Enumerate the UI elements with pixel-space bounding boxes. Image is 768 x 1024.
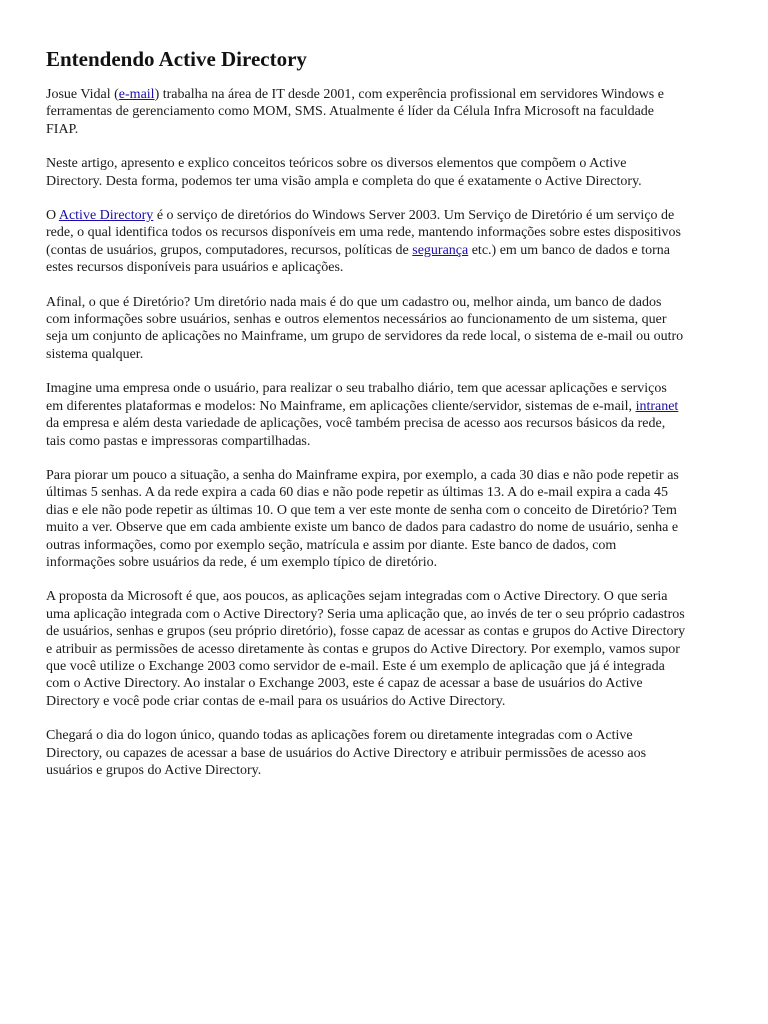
- definition-text-middle: é o serviço de diretórios do Windows Server 2003. Um Serviço de Diretório é um serviço de rede, o qual identifica todos os recursos disponíveis em uma rede, mantendo informações sobre estes dispositivos (contas de usuários, grupos, computadores, recursos, políticas de: [46, 208, 681, 258]
- intranet-link[interactable]: intranet: [635, 398, 679, 414]
- definition-text-end: etc.) em um banco de dados e torna estes recursos disponíveis para usuários e aplicações.: [46, 242, 670, 276]
- proposal-paragraph: A proposta da Microsoft é que, aos poucos, as aplicações sejam integradas com o Active Directory. O que seria uma aplicação integrada com o Active Directory? Seria uma aplicação que, ao invés de ter o seu próprio cadastros de usuários, senhas e grupos (seu próprio diretório), fosse capaz de acessar as contas e grupos do Active Directory e atribuir as permissões de acesso diretamente às contas e grupos do Active Directory. Por exemplo, vamos supor que você utilize o Exchange 2003 como servidor de e-mail. Este é um exemplo de aplicação que já é integrada com o Active Directory. Ao instalar o Exchange 2003, este é capaz de acessar a base de usuários do Active Directory e você pode criar contas de e-mail para os usuários do Active Directory.: [46, 589, 686, 709]
- intro-paragraph: Neste artigo, apresento e explico conceitos teóricos sobre os diversos elementos que compõem o Active Directory. Desta forma, podemos ter uma visão ampla e completa do que é exatamente o Active Directory.: [46, 156, 642, 189]
- author-paragraph: [46, 86, 686, 138]
- seguranca-link[interactable]: segurança: [412, 242, 469, 258]
- definition-paragraph: [46, 207, 686, 277]
- document-page: [46, 46, 686, 796]
- active-directory-link[interactable]: Active Directory: [58, 208, 154, 224]
- email-link[interactable]: e-mail: [118, 87, 155, 102]
- company-text-start: Imagine uma empresa onde o usuário, para realizar o seu trabalho diário, tem que acessar aplicações e serviços em diferentes plataformas e modelos: No Mainframe, em aplicações cliente/servidor, sistemas de e-mail,: [46, 381, 667, 414]
- definition-text-start: O: [46, 208, 59, 224]
- author-text-end: ) trabalha na área de IT desde 2001, com experência profissional em servidores Windows e ferramentas de gerenciamento como MOM, SMS. Atualmente é líder da Célula Infra Microsoft na faculdade FIAP.: [46, 87, 664, 137]
- password-paragraph: Para piorar um pouco a situação, a senha do Mainframe expira, por exemplo, a cada 30 dias e não pode repetir as últimas 5 senhas. A da rede expira a cada 60 dias e não pode repetir as últimas 13. A do e-mail expira a cada 45 dias e ele não pode repetir as últimas 10. O que tem a ver este monte de senha com o conceito de Diretório? Tem muito a ver. Observe que em cada ambiente existe um banco de dados para cadastro do nome de usuário, senha e outras informações, como por exemplo seção, matrícula e assim por diante. Este banco de dados, com informações sobre usuários da rede, é um exemplo típico de diretório.: [46, 467, 679, 570]
- page-title: Entendendo Active Directory: [46, 47, 307, 71]
- company-text-end: da empresa e além desta variedade de aplicações, você também precisa de acesso aos recursos básicos da rede, tais como pastas e impressoras compartilhadas.: [46, 416, 666, 449]
- directory-paragraph: Afinal, o que é Diretório? Um diretório nada mais é do que um cadastro ou, melhor ainda, um banco de dados com informações sobre usuários, senhas e outros elementos necessários ao funcionamento de um sistema, quer seja um conjunto de aplicações no Mainframe, um grupo de servidores da rede local, o sistema de e-mail ou outro sistema qualquer.: [46, 294, 684, 362]
- company-paragraph: [46, 380, 686, 450]
- single-logon-paragraph: Chegará o dia do logon único, quando todas as aplicações forem ou diretamente integradas com o Active Directory, ou capazes de acessar a base de usuários do Active Directory e atribuir permissões de acesso aos usuários e grupos do Active Directory.: [46, 728, 647, 778]
- author-text-start: Josue Vidal (: [46, 87, 119, 102]
